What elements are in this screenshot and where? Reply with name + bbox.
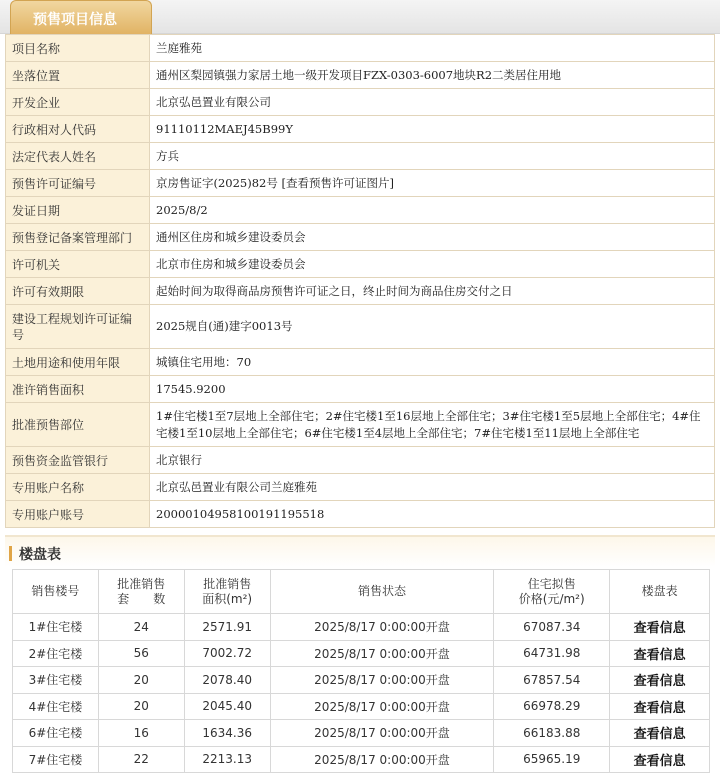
info-key: 项目名称: [6, 35, 150, 62]
col-area-line2: 面积(m²): [202, 591, 253, 606]
info-value: [150, 170, 715, 197]
col-units-line2: 套 数: [117, 591, 166, 606]
info-value: 1#住宅楼1至7层地上全部住宅；2#住宅楼1至16层地上全部住宅；3#住宅楼1至5层地上全部住宅；4#住宅楼1至10层地上全部住宅；6#住宅楼1至4层地上全部住宅；7#住宅楼1至11层地上全部住宅: [150, 403, 715, 447]
table-row: [13, 667, 710, 694]
info-key: 预售登记备案管理部门: [6, 224, 150, 251]
info-row: [6, 170, 715, 197]
cell-price: 65965.19: [494, 746, 610, 773]
info-key: 开发企业: [6, 89, 150, 116]
cell-units: 20: [98, 693, 184, 720]
cell-units: 56: [98, 640, 184, 667]
info-row: [6, 349, 715, 376]
info-key: 许可有效期限: [6, 278, 150, 305]
col-price-line2: 价格(元/m²): [518, 591, 585, 606]
info-value: 91110112MAEJ45B99Y: [150, 116, 715, 143]
table-row: [13, 640, 710, 667]
cell-building: 3#住宅楼: [13, 667, 99, 694]
info-key: 土地用途和使用年限: [6, 349, 150, 376]
info-value: 起始时间为取得商品房预售许可证之日，终止时间为商品住房交付之日: [150, 278, 715, 305]
cell-status: 2025/8/17 0:00:00开盘: [270, 614, 494, 641]
info-row: [6, 224, 715, 251]
info-key: 专用账户账号: [6, 501, 150, 528]
info-row: [6, 447, 715, 474]
cell-status: 2025/8/17 0:00:00开盘: [270, 693, 494, 720]
view-info-link[interactable]: 查看信息: [610, 667, 710, 694]
info-row: [6, 62, 715, 89]
cell-building: 2#住宅楼: [13, 640, 99, 667]
listing-section-header: [5, 535, 715, 567]
info-key: 许可机关: [6, 251, 150, 278]
cell-units: 24: [98, 614, 184, 641]
info-row: [6, 197, 715, 224]
cell-area: 2571.91: [184, 614, 270, 641]
info-row: [6, 376, 715, 403]
cell-units: 22: [98, 746, 184, 773]
view-info-link[interactable]: 查看信息: [610, 720, 710, 747]
info-row: [6, 143, 715, 170]
info-key: 预售许可证编号: [6, 170, 150, 197]
info-value: 20000104958100191195518: [150, 501, 715, 528]
building-listing-table: [12, 569, 710, 773]
info-key: 批准预售部位: [6, 403, 150, 447]
info-value: 北京弘邑置业有限公司兰庭雅苑: [150, 474, 715, 501]
info-key: 专用账户名称: [6, 474, 150, 501]
col-area-line1: 批准销售: [203, 576, 252, 591]
view-info-link[interactable]: 查看信息: [610, 640, 710, 667]
cell-building: 1#住宅楼: [13, 614, 99, 641]
info-value: 通州区梨园镇强力家居土地一级开发项目FZX-0303-6007地块R2二类居住用地: [150, 62, 715, 89]
info-row: [6, 116, 715, 143]
section-accent-bar: [9, 546, 12, 561]
info-key: 坐落位置: [6, 62, 150, 89]
col-units-line1: 批准销售: [117, 576, 166, 591]
cell-price: 67087.34: [494, 614, 610, 641]
cell-price: 64731.98: [494, 640, 610, 667]
license-number: 京房售证字(2025)82号: [156, 175, 278, 190]
tab-label: 预售项目信息: [33, 12, 117, 28]
cell-status: 2025/8/17 0:00:00开盘: [270, 640, 494, 667]
info-key: 行政相对人代码: [6, 116, 150, 143]
table-row: [13, 614, 710, 641]
cell-units: 20: [98, 667, 184, 694]
info-value: 17545.9200: [150, 376, 715, 403]
cell-area: 2045.40: [184, 693, 270, 720]
info-key: 法定代表人姓名: [6, 143, 150, 170]
info-key: 预售资金监管银行: [6, 447, 150, 474]
table-header-row: [13, 570, 710, 614]
info-key: 发证日期: [6, 197, 150, 224]
col-status: 销售状态: [270, 570, 494, 614]
info-value: 2025/8/2: [150, 197, 715, 224]
info-row: [6, 305, 715, 349]
info-row: [6, 89, 715, 116]
cell-price: 67857.54: [494, 667, 610, 694]
info-row: [6, 251, 715, 278]
tab-presale-info[interactable]: [10, 0, 152, 34]
cell-price: 66978.29: [494, 693, 610, 720]
info-row: [6, 278, 715, 305]
project-info-table: [5, 34, 715, 528]
info-value: 方兵: [150, 143, 715, 170]
info-value: 2025规自(通)建字0013号: [150, 305, 715, 349]
cell-units: 16: [98, 720, 184, 747]
info-value: 北京弘邑置业有限公司: [150, 89, 715, 116]
view-info-link[interactable]: 查看信息: [610, 746, 710, 773]
info-row: [6, 403, 715, 447]
cell-building: 7#住宅楼: [13, 746, 99, 773]
info-row: [6, 474, 715, 501]
cell-price: 66183.88: [494, 720, 610, 747]
info-row: [6, 35, 715, 62]
info-key: 建设工程规划许可证编号: [6, 305, 150, 349]
section-title: 楼盘表: [19, 547, 61, 563]
table-row: [13, 746, 710, 773]
info-value: 兰庭雅苑: [150, 35, 715, 62]
view-info-link[interactable]: 查看信息: [610, 693, 710, 720]
section-header: [0, 0, 720, 34]
cell-status: 2025/8/17 0:00:00开盘: [270, 720, 494, 747]
cell-status: 2025/8/17 0:00:00开盘: [270, 667, 494, 694]
cell-status: 2025/8/17 0:00:00开盘: [270, 746, 494, 773]
col-price: [494, 570, 610, 614]
col-units: [98, 570, 184, 614]
table-row: [13, 720, 710, 747]
info-key: 准许销售面积: [6, 376, 150, 403]
view-license-image-link[interactable]: [查看预售许可证图片]: [281, 175, 395, 190]
col-table: 楼盘表: [610, 570, 710, 614]
info-value: 通州区住房和城乡建设委员会: [150, 224, 715, 251]
cell-area: 7002.72: [184, 640, 270, 667]
col-building: 销售楼号: [13, 570, 99, 614]
cell-building: 4#住宅楼: [13, 693, 99, 720]
col-price-line1: 住宅拟售: [527, 576, 576, 591]
info-value: 北京市住房和城乡建设委员会: [150, 251, 715, 278]
cell-building: 6#住宅楼: [13, 720, 99, 747]
cell-area: 2078.40: [184, 667, 270, 694]
view-info-link[interactable]: 查看信息: [610, 614, 710, 641]
cell-area: 1634.36: [184, 720, 270, 747]
info-value: 北京银行: [150, 447, 715, 474]
info-row: [6, 501, 715, 528]
info-value: 城镇住宅用地：70: [150, 349, 715, 376]
cell-area: 2213.13: [184, 746, 270, 773]
table-row: [13, 693, 710, 720]
col-area: [184, 570, 270, 614]
